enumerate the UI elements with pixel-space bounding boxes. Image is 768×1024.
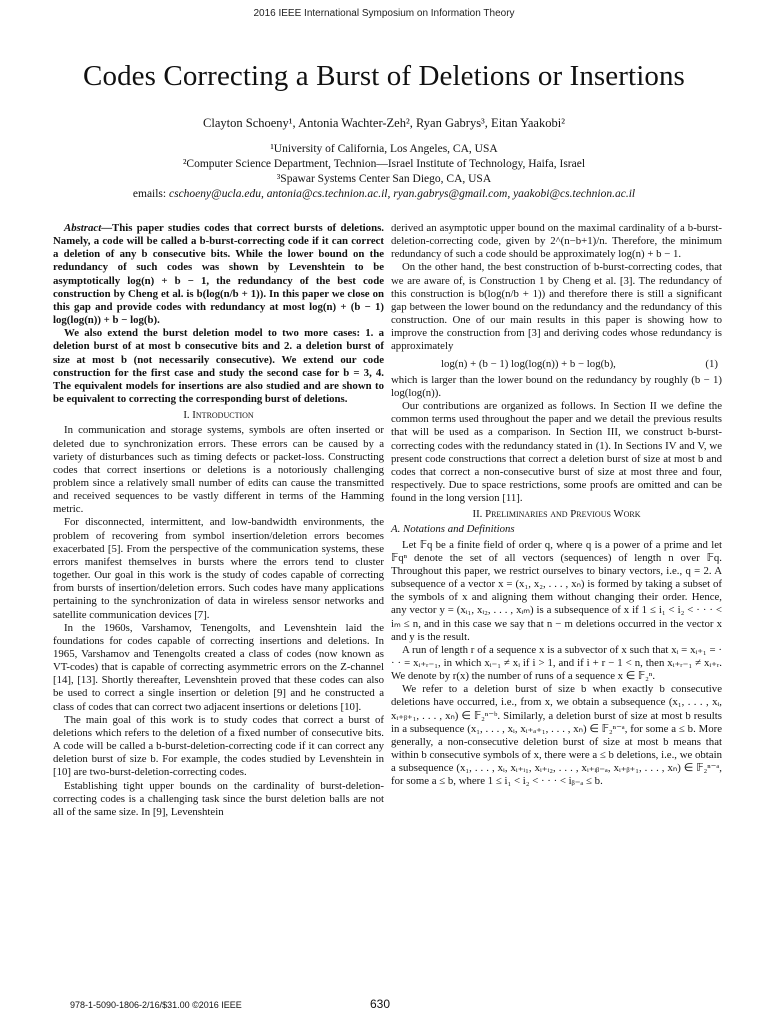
intro-paragraph-3: In the 1960s, Varshamov, Tenengolts, and Levenshtein laid the foundations for codes capable of correcting insertions and deletions. In 1965, Varshamov and Tenengolts created a class of codes (now known as VT-codes) that is capable of correcting asymmetric errors on the Z-channel [14], [13]. Shortly thereafter, Levenshtein proved that these codes can also be used to correct a single insertion or deletion [9] and he constructed a class of codes that can correct two adjacent insertions or deletions [10]. — [53, 621, 384, 713]
equation-1 — [391, 354, 722, 374]
left-column — [53, 222, 384, 819]
subsection-heading-notations: A. Notations and Definitions — [391, 523, 515, 536]
emails-label: emails: — [132, 188, 167, 200]
emails-line — [0, 187, 768, 202]
right-column — [391, 222, 722, 789]
intro-paragraph-5: Establishing tight upper bounds on the cardinality of burst-deletion-correcting codes is a challenging task since the burst deletion balls are not all of the same size. In [9], Levenshtein — [53, 779, 384, 818]
abstract — [53, 222, 384, 406]
footer-isbn: 978-1-5090-1806-2/16/$31.00 ©2016 IEEE — [70, 1000, 242, 1010]
body-paragraph-2: On the other hand, the best construction of b-burst-correcting codes, that we are aware of, is Construction 1 by Cheng et al. [3]. The redundancy of this construction is b(log(n/b + 1)) and therefore there is still a significant gap between the lower bound on the redundancy and the redundancy of this construction. One of our main results in this paper is showing how to improve the construction from [3] and deriving codes whose redundancy is approximately — [391, 261, 722, 353]
body-paragraph-5: Let 𝔽q be a finite field of order q, where q is a power of a prime and let 𝔽qⁿ denote the set of all vectors (sequences) of length n over 𝔽q. Throughout this paper, we restrict ourselves to binary vectors, i.e., q = 2. A subsequence of a vector x = (x₁, x₂, . . . , xₙ) is formed by taking a subset of the symbols of x and aligning them without changing their order. Hence, any vector y = (xᵢ₁, xᵢ₂, . . . , xᵢₘ) is a subsequence of x if 1 ≤ i₁ < i₂ < · · · < iₘ ≤ n, and in this case we say that n − m deletions occurred in the vector x and y is the result. — [391, 538, 722, 643]
body-paragraph-1: derived an asymptotic upper bound on the maximal cardinality of a b-burst-deletion-correcting code, given by 2^(n−b+1)/n. Therefore, the minimum redundancy of such a code should be approximately log(n) + b − 1. — [391, 222, 722, 261]
intro-paragraph-2: For disconnected, intermittent, and low-bandwidth environments, the problem of recovering from symbol insertion/deletion errors becomes exacerbated [5]. From the perspective of the communication systems, these errors manifest themselves in bursts where the errors tend to cluster together. Our goal in this work is the study of codes capable of correcting from bursts of insertion/deletion errors. Such codes have many applications pertaining to the synchronization of data in wireless sensor networks and satellite communication devices [7]. — [53, 516, 384, 621]
affiliation-1: ¹University of California, Los Angeles, CA, USA — [270, 143, 498, 155]
intro-paragraph-4: The main goal of this work is to study codes that correct a burst of deletions which refers to the deletion of a fixed number of consecutive bits. A code will be called a b-burst-deletion-correcting code if it can correct any deletion burst of size b. For example, the codes studied by Levenshtein in [10] are two-burst-deletion-correcting codes. — [53, 713, 384, 779]
equation-1-body: log(n) + (b − 1) log(log(n)) + b − log(b), — [441, 357, 616, 370]
page-number: 630 — [370, 997, 391, 1011]
section-heading-introduction: I. Introduction — [183, 409, 254, 422]
body-paragraph-3: which is larger than the lower bound on the redundancy by roughly (b − 1) log(log(n)). — [391, 373, 722, 399]
abstract-paragraph-2: We also extend the burst deletion model to two more cases: 1. a deletion burst of at most b consecutive bits and 2. a deletion burst of size at most b (not necessarily consecutive). We extend our code construction for the first case and study the second case for b = 3, 4. The equivalent models for insertions are also studied and are shown to be equivalent to correcting the corresponding burst of deletions. — [53, 327, 384, 406]
section-heading-preliminaries: II. Preliminaries and Previous Work — [472, 508, 641, 521]
paper-title: Codes Correcting a Burst of Deletions or Insertions — [83, 60, 685, 92]
abstract-paragraph-1 — [53, 222, 384, 327]
affiliations-block — [0, 142, 768, 202]
body-paragraph-6: A run of length r of a sequence x is a subvector of x such that xᵢ = xᵢ₊₁ = · · · = xᵢ₊ᵣ₋₁, in which xᵢ₋₁ ≠ xᵢ if i > 1, and if i + r − 1 < n, then xᵢ₊ᵣ₋₁ ≠ xᵢ₊ᵣ. We denote by r(x) the number of runs of a sequence x ∈ 𝔽₂ⁿ. — [391, 643, 722, 683]
conference-header: 2016 IEEE International Symposium on Information Theory — [253, 8, 515, 19]
body-paragraph-7: We refer to a deletion burst of size b when exactly b consecutive deletions have occurred, i.e., from x, we obtain a subsequence (x₁, . . . , xᵢ, xᵢ₊ᵦ₊₁, . . . , xₙ) ∈ 𝔽₂ⁿ⁻ᵇ. Similarly, a deletion burst of size at most b results in a subsequence (x₁, . . . , xᵢ, xᵢ₊ₐ₊₁, . . . , xₙ) ∈ 𝔽₂ⁿ⁻ᵃ, for some a ≤ b. More generally, a non-consecutive deletion burst of size at most b means that within b consecutive symbols of x, there were a ≤ b deletions, i.e., we obtain a subsequence (x₁, . . . , xᵢ, xᵢ₊ᵢ₁, xᵢ₊ᵢ₂, . . . , xᵢ₊ᵢᵦ₋ₐ, xᵢ₊ᵦ₊₁, . . . , xₙ) ∈ 𝔽₂ⁿ⁻ᵃ, for some a ≤ b, where 1 ≤ i₁ < i₂ < · · · < iᵦ₋ₐ ≤ b. — [391, 683, 722, 788]
author-list: Clayton Schoeny¹, Antonia Wachter-Zeh², Ryan Gabrys³, Eitan Yaakobi² — [203, 116, 565, 130]
body-paragraph-4: Our contributions are organized as follows. In Section II we define the common terms used throughout the paper and we detail the previous results that will be used as a comparison. In Section III, we construct b-burst-correcting codes with the redundancy stated in (1). In Sections IV and V, we present code constructions that correct a deletion burst of size at most b and codes that correct a non-consecutive burst of size at most three and four, respectively. Due to space restrictions, some proofs are omitted and can be found in the long version [11]. — [391, 400, 722, 505]
email-addresses: cschoeny@ucla.edu, antonia@cs.technion.ac.il, ryan.gabrys@gmail.com, yaakobi@cs.technion.ac.il — [168, 188, 636, 200]
abstract-label: Abstract — [64, 222, 102, 234]
affiliation-3: ³Spawar Systems Center San Diego, CA, USA — [276, 173, 492, 185]
abstract-text-1: —This paper studies codes that correct bursts of deletions. Namely, a code will be called a b-burst-correcting code if it can correct a deletion of any b consecutive bits. While the lower bound on the redundancy of such codes was shown by Levenshtein to be asymptotically log(n) + b − 1, the redundancy of the best code construction by Cheng et al. is b(log(n/b + 1)). In this paper we close on this gap and provide codes with redundancy at most log(n) + (b − 1) log(log(n)) + b − log(b). — [53, 222, 384, 327]
affiliation-2: ²Computer Science Department, Technion—Israel Institute of Technology, Haifa, Israel — [182, 158, 586, 170]
intro-paragraph-1: In communication and storage systems, symbols are often inserted or deleted due to synchronization errors. These errors can be caused by a variety of disturbances such as timing defects or packet-loss. Constructing codes that correct insertions or deletions is a notoriously challenging problem since a relatively small number of edits can cause the transmitted and received sequences to be vastly different in terms of the Hamming metric. — [53, 424, 384, 516]
equation-1-number: (1) — [705, 357, 718, 370]
